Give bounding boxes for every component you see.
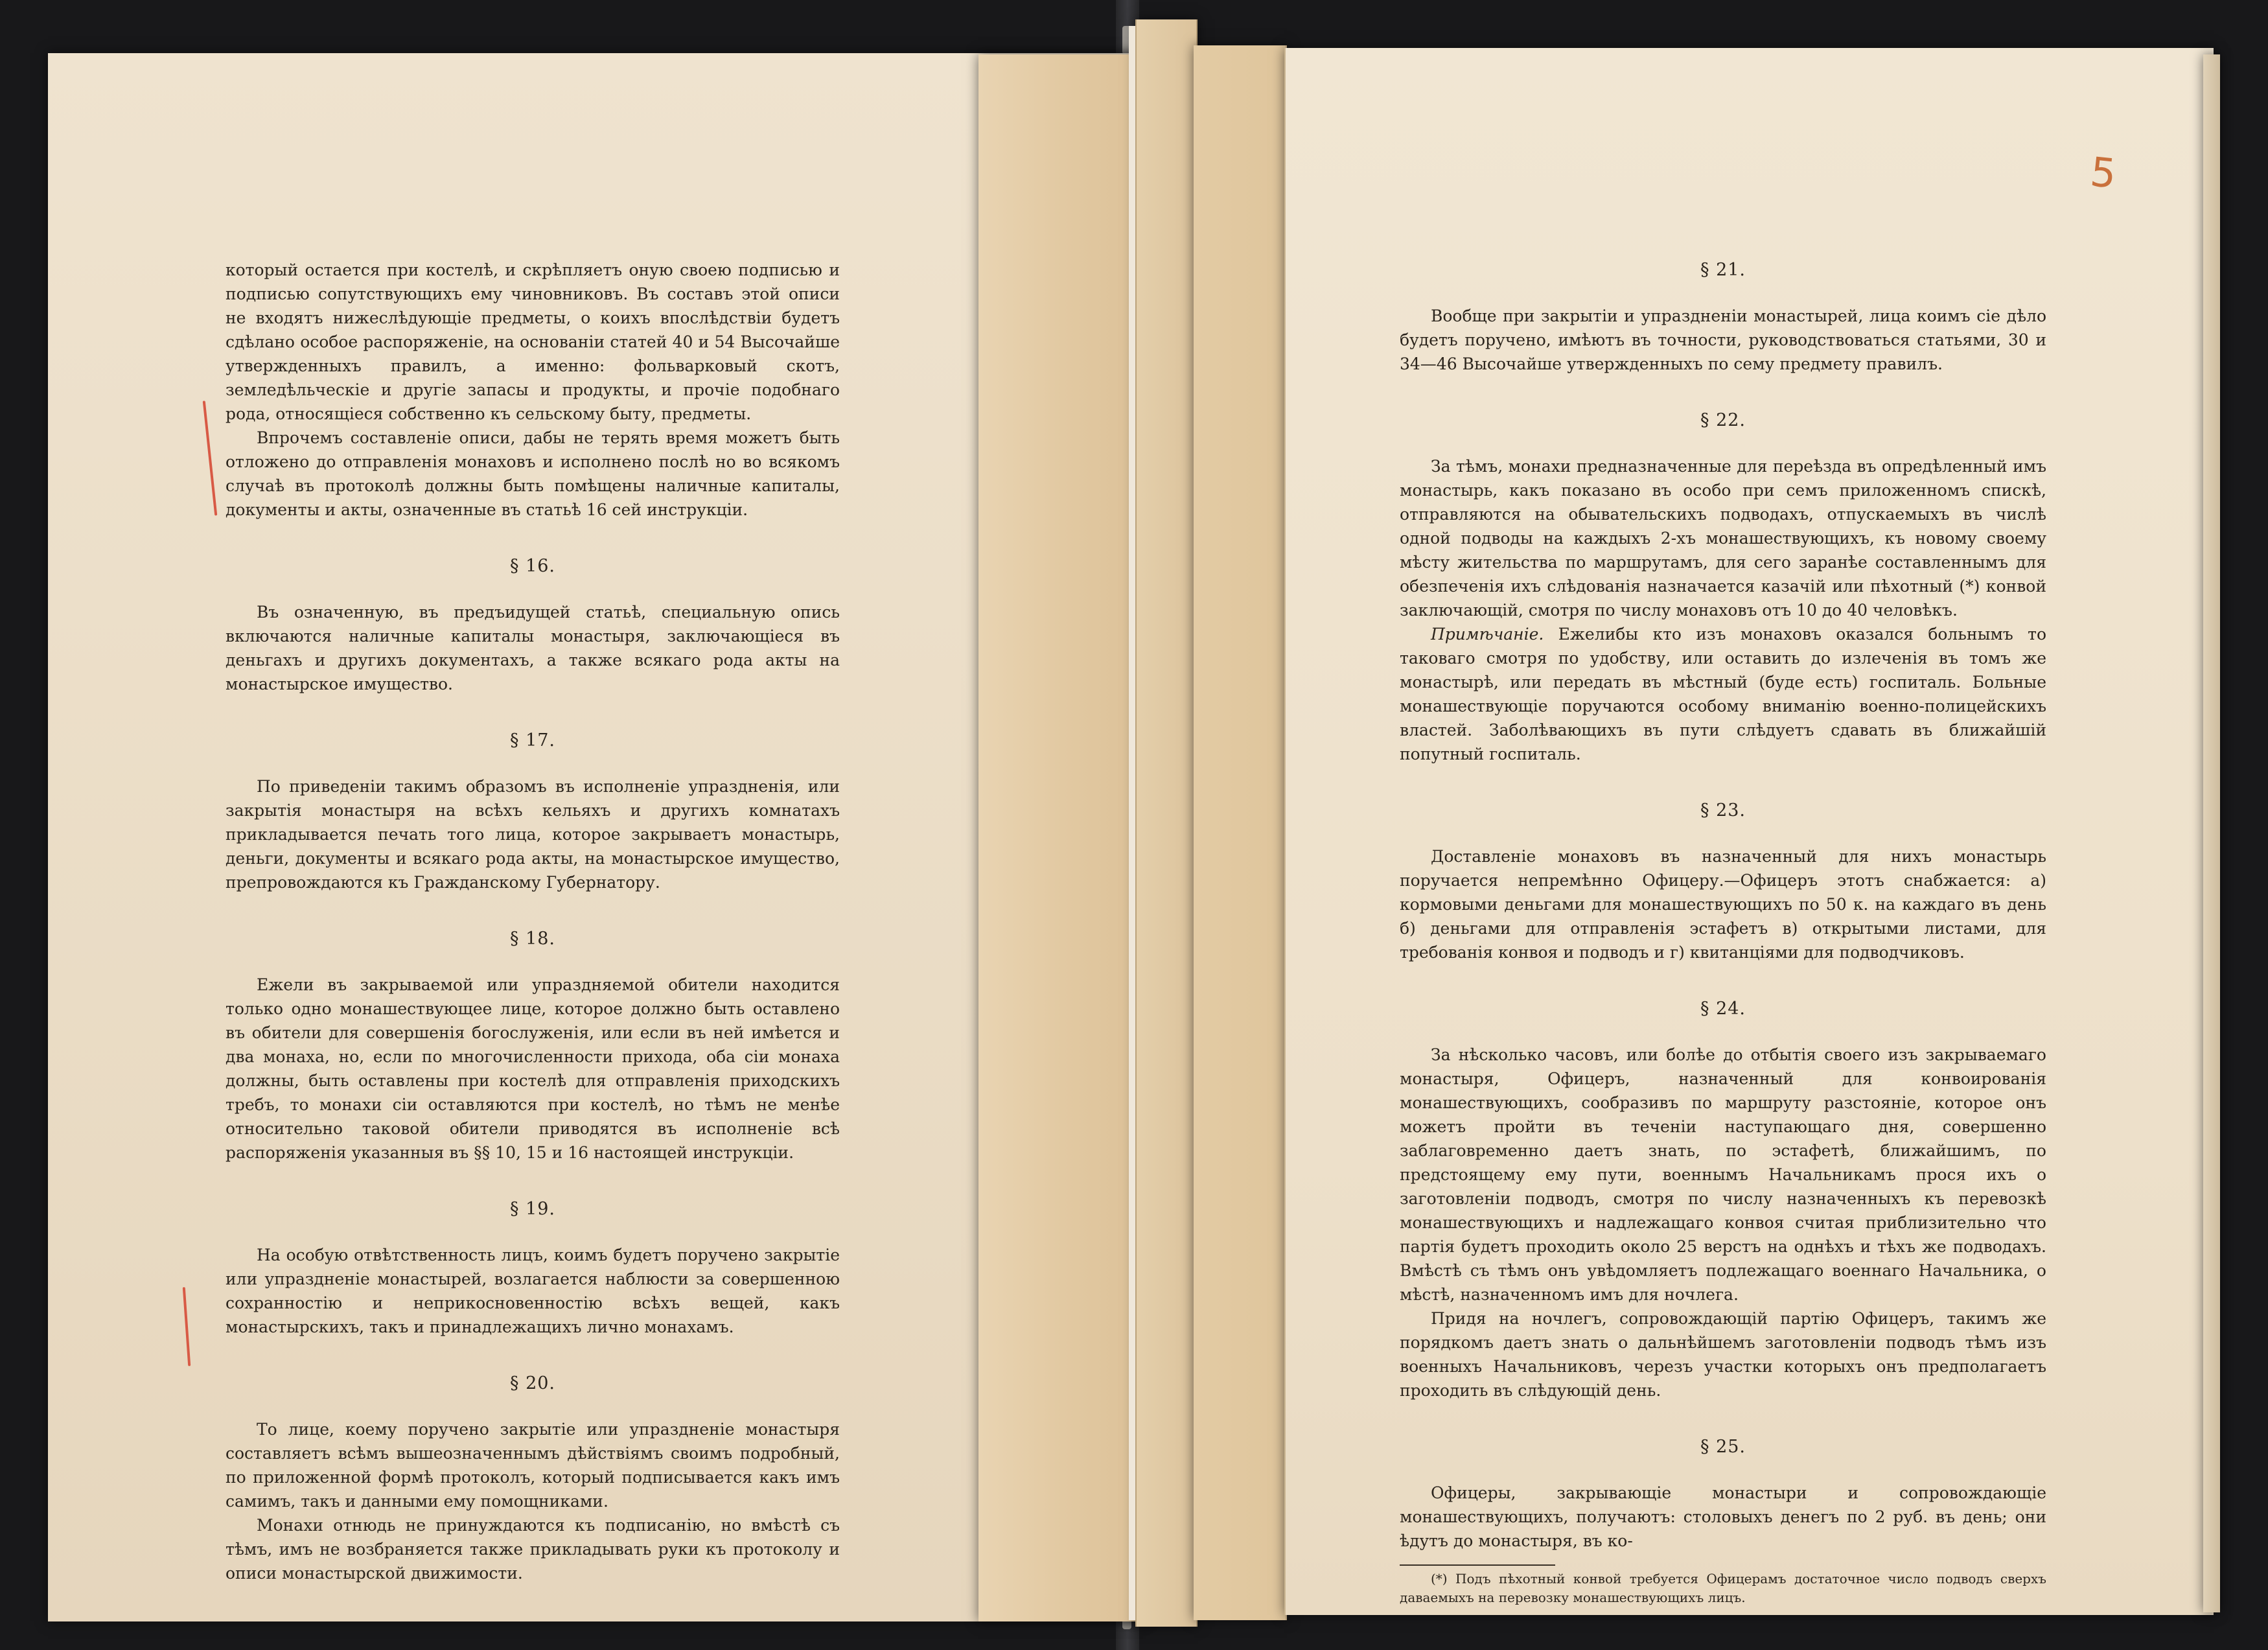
- section-heading: § 18.: [509, 929, 556, 949]
- paragraph: Въ означенную, въ предъидущей статьѣ, специальную опись включаются наличные капиталы монастыря, заключающіеся въ деньгахъ и другихъ документахъ, а также всякаго рода акты на монастырское имущество.: [226, 603, 840, 693]
- note-paragraph: [1400, 622, 2046, 766]
- paragraph: По приведеніи такимъ образомъ въ исполненіе упраздненія, или закрытія монастыря на всѣхъ кельяхъ и другихъ комнатахъ прикладывается печать того лица, которое закрываетъ монастырь, деньги, документы и всякаго рода акты, на монастырское имущество, препровождаются къ Гражданскому Губернатору.: [226, 777, 840, 892]
- middle-binding-strip: [1135, 19, 1198, 1627]
- paragraph: Впрочемъ составленіе описи, дабы не терять время можетъ быть отложено до отправленія монаховъ и исполнено послѣ но во всякомъ случаѣ въ протоколѣ должны быть помѣщены наличные капиталы, документы и акты, означенные въ статьѣ 16 сей инструкціи.: [226, 428, 840, 519]
- paragraph: За тѣмъ, монахи предназначенные для переѣзда въ опредѣленный имъ монастырь, какъ показано въ особо при семъ приложенномъ спискѣ, отправляются на обывательскихъ подводахъ, отпускаемыхъ въ числѣ одной подводы на каждыхъ 2-хъ монашествующихъ, къ новому своему мѣсту жительства по маршрутамъ, для сего заранѣе составленнымъ для обезпеченія ихъ слѣдованія назначается казачій или пѣхотный (*) конвой заключающій, смотря по числу монаховъ отъ 10 до 40 человѣкъ.: [1400, 457, 2046, 620]
- footnote-divider: [1400, 1564, 1555, 1566]
- section-heading: § 16.: [509, 556, 556, 576]
- section-heading: § 20.: [509, 1373, 556, 1393]
- paragraph: На особую отвѣтственность лицъ, коимъ будетъ поручено закрытіе или упраздненіе монастырей, возлагается наблюсти за совершенною сохранностію и неприкосновенностію всѣхъ вещей, какъ монастырскихъ, такъ и принадлежащихъ лично монахамъ.: [226, 1246, 840, 1336]
- footnote: (*) Подъ пѣхотный конвой требуется Офицерамъ достаточное число подводъ сверхъ даваемыхъ на перевозку монашествующихъ лицъ.: [1400, 1571, 2046, 1605]
- paragraph: Ежели въ закрываемой или упраздняемой обители находится только одно монашествующее лице, которое должно быть оставлено въ обители для совершенія богослуженія, или если въ ней имѣется и два монаха, но, если по многочисленности прихода, оба сіи монаха должны, быть оставлены при костелѣ для отправленія приходскихъ требъ, то монахи сіи оставляются при костелѣ, но тѣмъ не менѣе относительно таковой обители приводятся въ исполненіе всѣ распоряженія указанныя въ §§ 10, 15 и 16 настоящей инструкціи.: [226, 975, 840, 1162]
- paragraph: Вообще при закрытіи и упраздненіи монастырей, лица коимъ сіе дѣло будетъ поручено, имѣютъ въ точности, руководствоваться статьями, 30 и 34—46 Высочайше утвержденныхъ по сему предмету правилъ.: [1400, 307, 2046, 373]
- note-text: Ежелибы кто изъ монаховъ оказался больнымъ то таковаго смотря по удобству, или оставить до излеченія въ томъ же монастырѣ, или передать въ мѣстный (буде есть) госпиталь. Больные монашествующіе поручаются особому вниманію военно-полицейскихъ властей. Заболѣвающихъ въ пути слѣдуетъ сдавать въ ближайшій попутный госпиталь.: [1400, 625, 2046, 763]
- section-heading: § 19.: [509, 1199, 556, 1219]
- binding-tape: [1129, 26, 1135, 1620]
- paragraph: Придя на ночлегъ, сопровождающій партію Офицеръ, такимъ же порядкомъ даетъ знать о дальнѣйшемъ заготовленіи подводъ тѣмъ изъ военныхъ Начальниковъ, черезъ участки которыхъ онъ предполагаетъ проходить въ слѣдующій день.: [1400, 1309, 2046, 1400]
- section-heading: § 22.: [1700, 410, 1746, 430]
- paragraph: Офицеры, закрывающіе монастыри и сопровождающіе монашествующихъ, получаютъ: столовыхъ денегъ по 2 руб. въ день; они ѣдутъ до монастыря, въ ко-: [1400, 1483, 2046, 1550]
- paragraph: За нѣсколько часовъ, или болѣе до отбытія своего изъ закрываемаго монастыря, Офицеръ, назначенный для конвоированія монашествующихъ, сообразивъ по маршруту разстояніе, которое онъ можетъ пройти въ теченіи наступающаго дня, совершенно заблаговременно даетъ знать, по эстафетѣ, ближайшимъ, по предстоящему ему пути, военнымъ Начальникамъ прося ихъ о заготовленіи подводъ, смотря по числу назначенныхъ къ перевозкѣ монашествующихъ и надлежащаго конвоя считая приблизительно что партія будетъ проходить около 25 верстъ на однѣхъ и тѣхъ же подводахъ. Вмѣстѣ съ тѣмъ онъ увѣдомляетъ подлежащаго военнаго Начальника, о мѣстѣ, назначенномъ имъ для ночлега.: [1400, 1045, 2046, 1304]
- paragraph: Монахи отнюдь не принуждаются къ подписанію, но вмѣстѣ съ тѣмъ, имъ не возбраняется также прикладывать руки къ протоколу и описи монастырской движимости.: [226, 1516, 840, 1583]
- left-binding-strip: [978, 54, 1146, 1621]
- section-heading: § 24.: [1700, 999, 1746, 1019]
- section-heading: § 17.: [509, 730, 556, 750]
- page-stack-edge: [2203, 54, 2220, 1612]
- handwritten-page-number: 5: [2088, 148, 2119, 198]
- section-heading: § 23.: [1700, 800, 1746, 820]
- note-label: Примѣчаніе.: [1431, 625, 1544, 644]
- paragraph: Доставленіе монаховъ въ назначенный для нихъ монастырь поручается непремѣнно Офицеру.—Офицеръ этотъ снабжается: а) кормовыми деньгами для монашествующихъ по 50 к. на каждаго въ день б) деньгами для отправленія эстафетъ в) открытыми листами, для требованія конвоя и подводъ и г) квитанціями для подводчиковъ.: [1400, 847, 2046, 962]
- section-heading: § 25.: [1700, 1437, 1746, 1457]
- left-page-text: [226, 258, 840, 1585]
- paragraph: То лице, коему поручено закрытіе или упраздненіе монастыря составляетъ всѣмъ вышеозначеннымъ дѣйствіямъ своимъ подробный, по приложенной формѣ протоколъ, который подписывается какъ имъ самимъ, такъ и данными ему помощниками.: [226, 1420, 840, 1511]
- section-heading: § 21.: [1700, 260, 1746, 280]
- paragraph: который остается при костелѣ, и скрѣпляетъ оную своею подписью и подписью сопутствующихъ ему чиновниковъ. Въ составъ этой описи не входятъ нижеслѣдующіе предметы, о коихъ впослѣдствіи будетъ сдѣлано особое распоряженіе, на основаніи статей 40 и 54 Высочайше утвержденныхъ правилъ, а именно: фольварковый скотъ, земледѣльческіе и другіе запасы и продукты, и прочіе подобнаго рода, относящіеся собственно къ сельскому быту, предметы.: [226, 261, 840, 423]
- right-binding-strip: [1194, 45, 1287, 1620]
- right-page-text: [1400, 258, 2046, 1607]
